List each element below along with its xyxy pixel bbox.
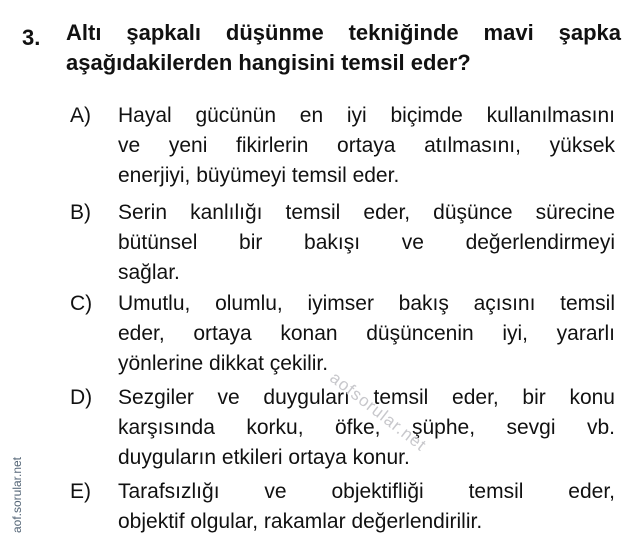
option-line: objektif olgular, rakamlar değerlendirilir. (118, 510, 483, 533)
option-text (118, 198, 615, 288)
option-line: sağlar. (118, 261, 180, 284)
question-number: 3. (22, 25, 41, 50)
option-line: Serin kanlılığı temsil eder, düşünce sürecine (118, 201, 615, 224)
option-line: Hayal gücünün en iyi biçimde kullanılmasını (118, 104, 615, 127)
option-letter: E) (70, 480, 91, 503)
option-letter: B) (70, 201, 91, 224)
question-stem-line: Altı şapkalı düşünme tekniğinde mavi şapka (66, 20, 621, 45)
option-line: yönlerine dikkat çekilir. (118, 352, 329, 375)
option-line: enerjiyi, büyümeyi temsil eder. (118, 164, 400, 187)
watermark-diagonal: aofsorular.net (326, 368, 431, 456)
option-line: ve yeni fikirlerin ortaya atılmasını, yüksek (118, 134, 615, 157)
option-letter: D) (70, 386, 93, 409)
option-line: Tarafsızlığı ve objektifliği temsil eder, (118, 480, 615, 503)
watermark-side: aof.sorular.net (10, 456, 24, 534)
question-stem (66, 18, 621, 78)
option-line: Sezgiler ve duyguları temsil eder, bir konu (118, 386, 615, 409)
option-text (118, 101, 615, 191)
option-line: duyguların etkileri ortaya konur. (118, 446, 410, 469)
option-line: eder, ortaya konan düşüncenin iyi, yararlı (118, 322, 615, 345)
option-letter: C) (70, 292, 93, 315)
option-text (118, 289, 615, 379)
option-line: bütünsel bir bakışı ve değerlendirmeyi (118, 231, 615, 254)
option-line: Umutlu, olumlu, iyimser bakış açısını temsil (118, 292, 615, 315)
option-letter: A) (70, 104, 91, 127)
question-stem-line: aşağıdakilerden hangisini temsil eder? (66, 50, 471, 75)
option-line: karşısında korku, öfke, şüphe, sevgi vb. (118, 416, 615, 439)
option-text (118, 477, 615, 537)
